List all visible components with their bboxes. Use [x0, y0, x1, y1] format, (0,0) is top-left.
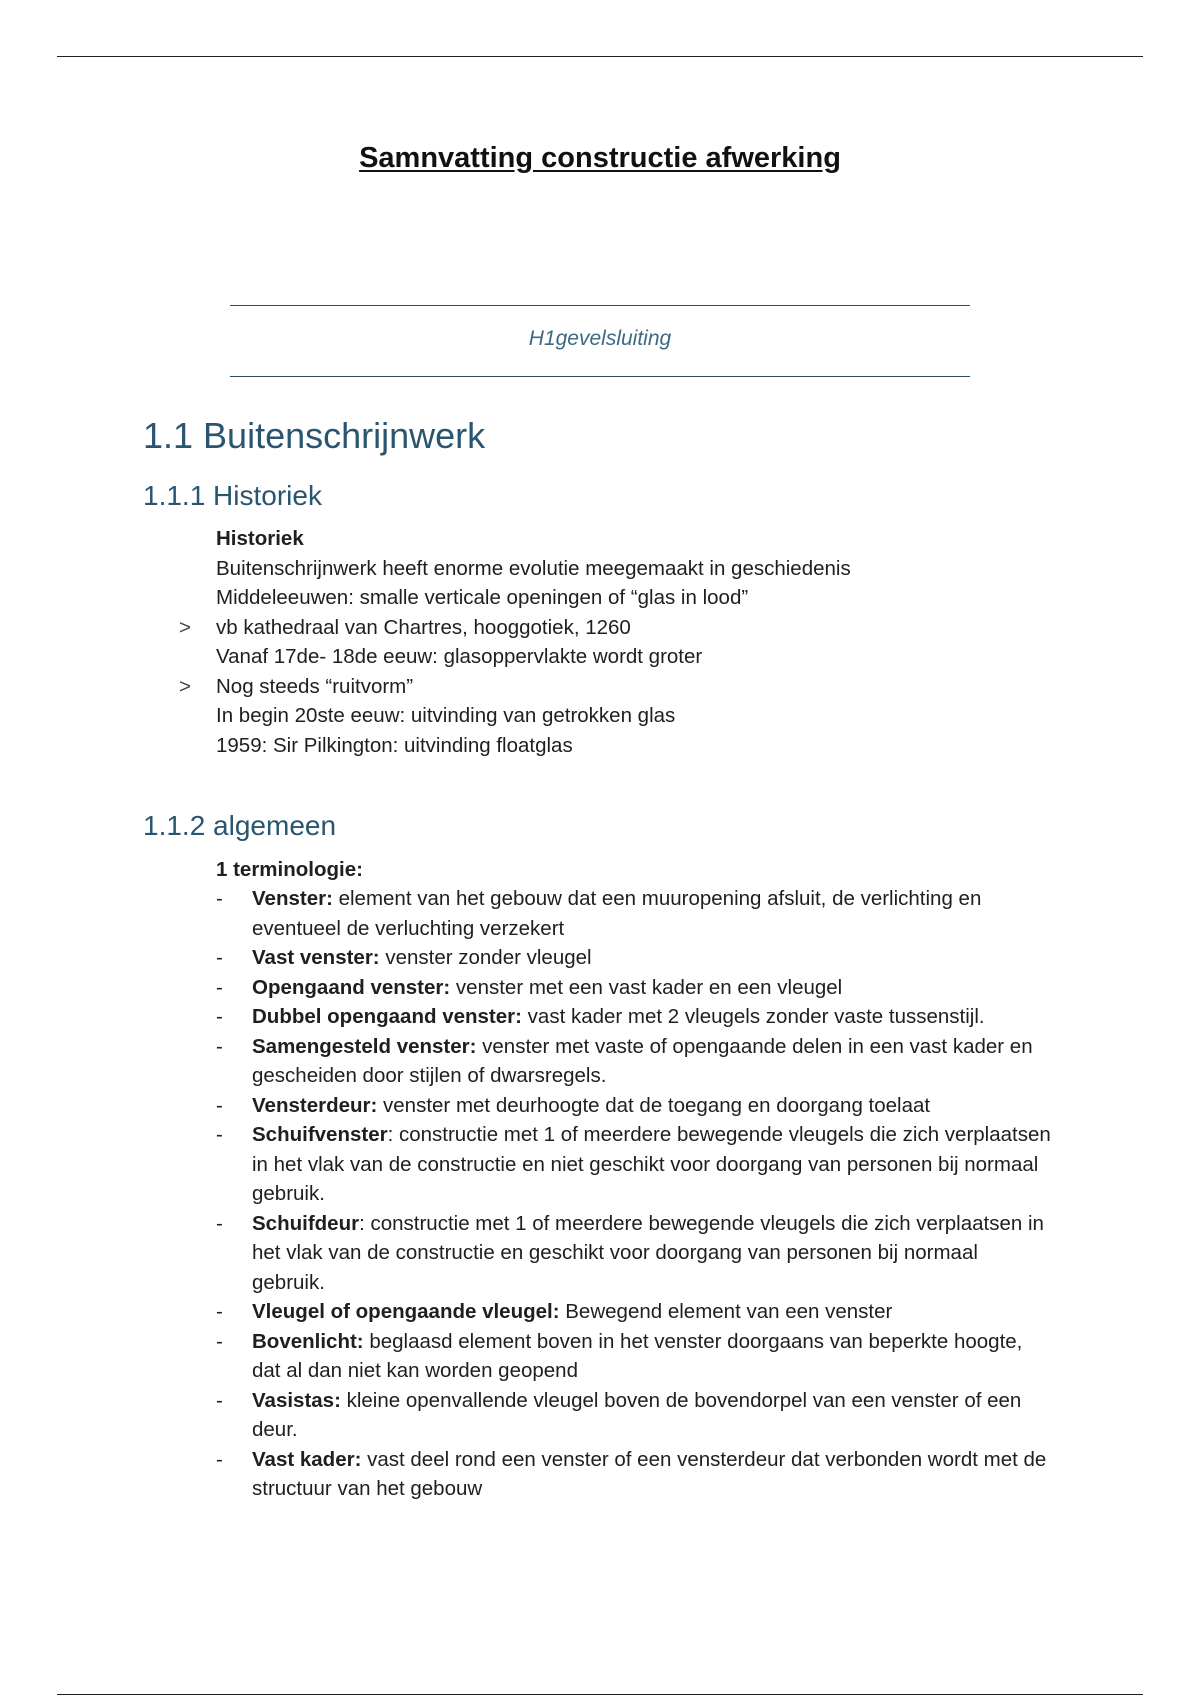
intense-quote [230, 305, 970, 377]
list-item [216, 1032, 1056, 1091]
term-definition: Bewegend element van een venster [559, 1300, 893, 1323]
dash-bullet-icon: - [216, 946, 223, 969]
historiek-line [216, 701, 1076, 731]
term-definition: venster met deurhoogte dat de toegang en doorgang toelaat [377, 1093, 931, 1117]
arrow-bullet-icon: > [179, 674, 191, 698]
term-definition: vast deel rond een venster of een vensterdeur dat verbonden wordt met de structuur van het gebouw [252, 1447, 1047, 1500]
term-definition: kleine openvallende vleugel boven de bovendorpel van een venster of een deur. [252, 1388, 1022, 1441]
page-footer-rule [57, 1694, 1143, 1695]
terminologie-subheading: 1 terminologie: [216, 858, 363, 881]
quote-text: H1gevelsluiting [528, 327, 672, 350]
dash-bullet-icon: - [216, 887, 223, 910]
historiek-line [216, 642, 1076, 672]
historiek-line [179, 613, 1076, 643]
dash-bullet-icon: - [216, 1034, 223, 1058]
line-text: vb kathedraal van Chartres, hooggotiek, 1260 [216, 615, 631, 639]
dash-bullet-icon: - [216, 1123, 223, 1146]
dash-bullet-icon: - [216, 1388, 223, 1412]
line-text: Buitenschrijnwerk heeft enorme evolutie meegemaakt in geschiedenis [216, 556, 851, 580]
term-name: Dubbel opengaand venster: [252, 1005, 522, 1028]
historiek-line [216, 583, 1076, 613]
chapter-heading: 1.1 Buitenschrijnwerk [143, 415, 486, 456]
terminology-list [216, 884, 1056, 1504]
term-name: Vensterdeur: [252, 1093, 378, 1117]
list-item [216, 1297, 1056, 1327]
term-definition: element van het gebouw dat een muuropening afsluit, de verlichting en eventueel de verluchting verzekert [252, 887, 982, 940]
term-definition: venster met een vast kader en een vleugel [450, 975, 843, 999]
quote-bottom-rule [230, 376, 970, 377]
dash-bullet-icon: - [216, 1093, 223, 1117]
term-definition: vast kader met 2 vleugels zonder vaste tussenstijl. [521, 1005, 985, 1028]
list-item [216, 1120, 1056, 1209]
line-text: 1959: Sir Pilkington: uitvinding floatglas [216, 733, 573, 757]
list-item [216, 1386, 1056, 1445]
term-definition: beglaasd element boven in het venster doorgaans van beperkte hoogte, dat al dan niet kan worden geopend [252, 1329, 1023, 1382]
document-title: Samnvatting constructie afwerking [359, 142, 841, 174]
term-name: Samengesteld venster: [252, 1034, 477, 1058]
term-definition: : constructie met 1 of meerdere bewegende vleugels die zich verplaatsen in het vlak van de constructie en geschikt voor doorgang van personen bij normaal gebruik. [252, 1211, 1044, 1294]
dash-bullet-icon: - [216, 1300, 223, 1323]
historiek-block [179, 524, 1076, 760]
historiek-line [179, 672, 1076, 702]
list-item [216, 1209, 1056, 1298]
dash-bullet-icon: - [216, 975, 223, 999]
dash-bullet-icon: - [216, 1005, 223, 1028]
list-item [216, 973, 1056, 1003]
term-name: Vast kader: [252, 1447, 362, 1471]
historiek-line [216, 731, 1076, 761]
line-text: Historiek [216, 527, 304, 550]
quote-top-rule [230, 305, 970, 306]
arrow-bullet-icon: > [179, 615, 191, 639]
line-text: Vanaf 17de- 18de eeuw: glasoppervlakte wordt groter [216, 645, 703, 668]
dash-bullet-icon: - [216, 1447, 223, 1471]
section-heading-algemeen: 1.1.2 algemeen [143, 810, 337, 841]
list-item [216, 943, 1056, 973]
term-definition: venster zonder vleugel [379, 946, 592, 969]
term-definition: : constructie met 1 of meerdere bewegende vleugels die zich verplaatsen in het vlak van de constructie en niet geschikt voor doorgang van personen bij normaal gebruik. [252, 1123, 1051, 1205]
list-item [216, 884, 1056, 943]
term-definition: venster met vaste of opengaande delen in een vast kader en gescheiden door stijlen of dwarsregels. [252, 1034, 1033, 1087]
list-item [216, 1327, 1056, 1386]
dash-bullet-icon: - [216, 1211, 223, 1235]
historiek-line [216, 524, 1076, 554]
term-name: Schuifdeur [252, 1211, 360, 1235]
page-header-rule [57, 56, 1143, 57]
term-name: Vleugel of opengaande vleugel: [252, 1300, 560, 1323]
term-name: Opengaand venster: [252, 975, 451, 999]
list-item [216, 1445, 1056, 1504]
list-item [216, 1002, 1056, 1032]
historiek-line [216, 554, 1076, 584]
term-name: Vasistas: [252, 1388, 341, 1412]
line-text: Middeleeuwen: smalle verticale openingen of “glas in lood” [216, 586, 749, 609]
section-heading-historiek: 1.1.1 Historiek [143, 480, 322, 511]
dash-bullet-icon: - [216, 1329, 223, 1353]
term-name: Venster: [252, 887, 333, 910]
term-name: Vast venster: [252, 946, 380, 969]
term-name: Bovenlicht: [252, 1329, 364, 1353]
list-item [216, 1091, 1056, 1121]
term-name: Schuifvenster [252, 1123, 388, 1146]
line-text: Nog steeds “ruitvorm” [216, 674, 414, 698]
line-text: In begin 20ste eeuw: uitvinding van getrokken glas [216, 704, 676, 727]
